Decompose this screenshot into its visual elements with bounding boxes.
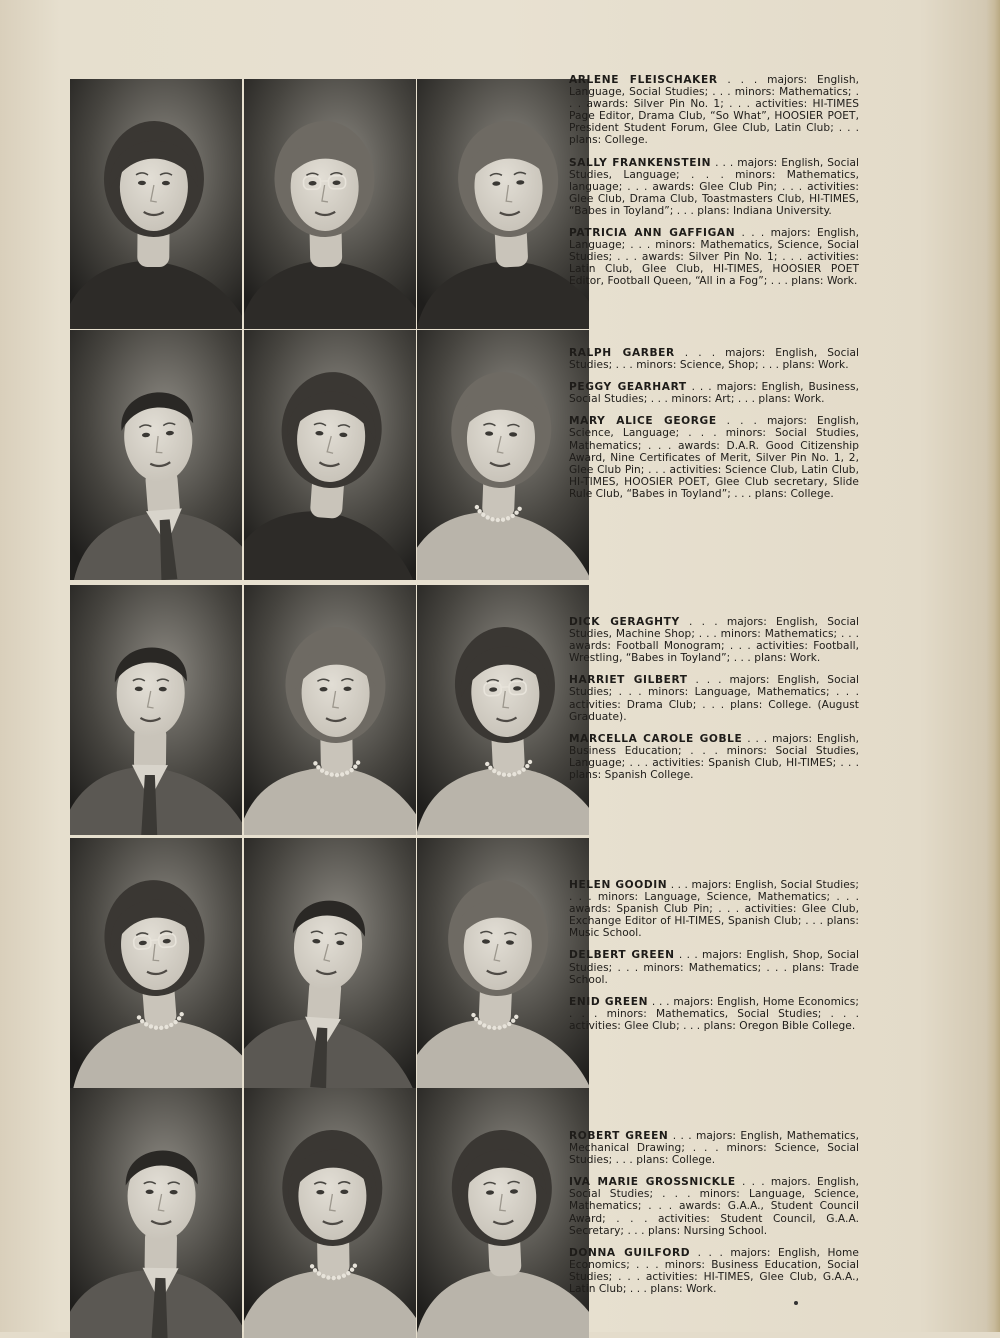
student-name: PATRICIA ANN GAFFIGAN [569, 227, 735, 239]
student-details: . . . majors: English, Shop, Social Studies; . . . minors: Mathematics; . . . plans: Trade School. [569, 949, 859, 985]
portrait-photo [244, 585, 416, 835]
bio-block-1 [569, 74, 859, 298]
student-details: . . . majors: English, Social Studies, Language; . . . minors: Mathematics, language; . . . awards: Glee Club Pin; . . . activities: Glee Club, Drama Club, Toastmasters Club, HI-TIMES, “Babes in Toyland”; . . . plans: Indiana University. [569, 157, 859, 217]
student-details: . . . majors: English, Language; . . . minors: Mathematics, Science, Social Studies; . . . awards: Silver Pin No. 1; . . . activities: Latin Club, Glee Club, HI-TIMES, HOOSIER POET Editor, Football Queen, “All in a Fog”; . . . plans: Work. [569, 227, 859, 287]
student-bio [569, 1247, 859, 1295]
student-bio [569, 74, 859, 147]
student-bio [569, 996, 859, 1032]
page-edge-shadow [986, 0, 1000, 1332]
student-name: PEGGY GEARHART [569, 381, 687, 393]
portrait-photo [70, 585, 242, 835]
student-bio [569, 347, 859, 371]
student-name: ENID GREEN [569, 996, 648, 1008]
student-name: DICK GERAGHTY [569, 616, 680, 628]
student-details: . . . majors: English, Social Studies; . . . minors: Language, Mathematics; . . . activities: Drama Club; . . . plans: College. (August Graduate). [569, 674, 859, 722]
student-bio [569, 1176, 859, 1236]
bio-block-5 [569, 1130, 859, 1305]
portrait-photo [417, 838, 589, 1088]
portrait-photo [417, 330, 589, 580]
portrait-photo [417, 1088, 589, 1338]
student-bio [569, 157, 859, 217]
student-name: ARLENE FLEISCHAKER [569, 74, 718, 86]
bio-block-3 [569, 616, 859, 791]
student-bio [569, 949, 859, 985]
portrait-photo [70, 838, 242, 1088]
student-name: ROBERT GREEN [569, 1130, 668, 1142]
portrait-photo [70, 79, 242, 329]
student-name: MARY ALICE GEORGE [569, 415, 717, 427]
student-name: MARCELLA CAROLE GOBLE [569, 733, 742, 745]
student-details: . . . majors: English, Social Studies; . . . minors: Science, Shop; . . . plans: Work. [569, 347, 859, 371]
student-details: . . . majors: English, Business, Social Studies; . . . minors: Art; . . . plans: Work. [569, 381, 859, 405]
student-bio [569, 1130, 859, 1166]
student-name: HELEN GOODIN [569, 879, 667, 891]
student-details: . . . majors: English, Social Studies; . . . minors: Language, Science, Mathematics; . . . awards: Spanish Club Pin; . . . activities: Glee Club, Exchange Editor of HI-TIMES, Spanish Club; . . . plans: Music School. [569, 879, 859, 939]
student-details: . . . majors: English, Language, Social Studies; . . . minors: Mathematics; . . . awards: Silver Pin No. 1; . . . activities: HI-TIMES Page Editor, Drama Club, “So What”, HOOSIER POET, President Student Forum, Glee Club, Latin Club; . . . plans: College. [569, 74, 859, 146]
student-name: RALPH GARBER [569, 347, 675, 359]
student-details: . . . majors: English, Social Studies, Machine Shop; . . . minors: Mathematics; . . . awards: Football Monogram; . . . activities: Football, Wrestling, “Babes in Toyland”; . . . plans: Work. [569, 616, 859, 664]
student-bio [569, 674, 859, 722]
bio-block-4 [569, 879, 859, 1042]
portrait-photo [417, 585, 589, 835]
student-details: . . . majors: English, Business Education; . . . minors: Social Studies, Language; . . . activities: Spanish Club, HI-TIMES; . . . plans: Spanish College. [569, 733, 859, 781]
student-bio [569, 879, 859, 939]
portrait-photo [70, 330, 242, 580]
student-details: . . . majors: English, Home Economics; . . . minors: Mathematics, Social Studies; . . . activities: Glee Club; . . . plans: Oregon Bible College. [569, 996, 859, 1032]
portrait-photo [70, 1088, 242, 1338]
student-name: IVA MARIE GROSSNICKLE [569, 1176, 736, 1188]
student-name: HARRIET GILBERT [569, 674, 688, 686]
student-bio [569, 415, 859, 500]
student-details: . . . majors: English, Home Economics; . . . minors: Business Education, Social Studies; . . . activities: HI-TIMES, Glee Club, G.A.A., Latin Club; . . . plans: Work. [569, 1247, 859, 1295]
student-bio [569, 381, 859, 405]
student-details: . . . majors. English, Social Studies; . . . minors: Language, Science, Mathematics; . . . awards: G.A.A., Student Council Award; . . . activities: Student Council, G.A.A. Secretary; . . . plans: Nursing School. [569, 1176, 859, 1236]
student-bio [569, 733, 859, 781]
student-bio [569, 227, 859, 287]
portrait-photo [417, 79, 589, 329]
portrait-photo [244, 1088, 416, 1338]
student-details: . . . majors: English, Science, Language; . . . minors: Social Studies, Mathematics; . . . awards: D.A.R. Good Citizenship Award, Nine Certificates of Merit, Silver Pin No. 1, 2, Glee Club Pin; . . . activities: Science Club, Latin Club, HI-TIMES, HOOSIER POET, Glee Club secretary, Slide Rule Club, “Babes in Toyland”; . . . plans: College. [569, 415, 859, 500]
page-mark-dot [794, 1301, 798, 1305]
portrait-photo [244, 330, 416, 580]
student-name: DONNA GUILFORD [569, 1247, 690, 1259]
student-bio [569, 616, 859, 664]
portrait-photo [244, 838, 416, 1088]
bio-block-2 [569, 347, 859, 510]
student-name: DELBERT GREEN [569, 949, 675, 961]
student-name: SALLY FRANKENSTEIN [569, 157, 711, 169]
student-details: . . . majors: English, Mathematics, Mechanical Drawing; . . . minors: Science, Social Studies; . . . plans: College. [569, 1130, 859, 1166]
portrait-photo [244, 79, 416, 329]
